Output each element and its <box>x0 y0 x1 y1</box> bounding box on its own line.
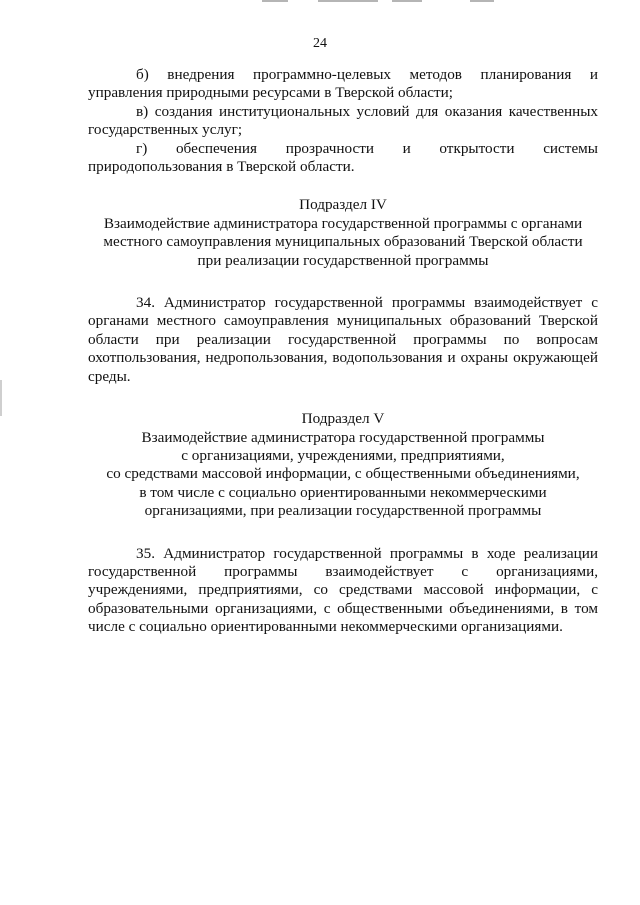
list-item-b: б) внедрения программно-целевых методов планирования и управления природными ресурсами в Тверской области; <box>88 66 598 102</box>
scan-artifact-top <box>0 0 640 6</box>
subsection-4-title-line: при реализации государственной программы <box>197 251 489 269</box>
subsection-5-label: Подраздел V <box>301 410 385 428</box>
list-item-v: в) создания институциональных условий для оказания качественных государственных услуг; <box>88 102 598 139</box>
subsection-5-heading <box>88 410 598 520</box>
subsection-5-title-line: Взаимодействие администратора государственной программы <box>141 428 545 446</box>
page-number: 24 <box>313 36 327 51</box>
subsection-4-title-line: Взаимодействие администратора государственной программы с органами <box>103 214 583 232</box>
subsection-4-label: Подраздел IV <box>299 196 387 214</box>
subsection-4-title-line: местного самоуправления муниципальных образований Тверской области <box>103 233 583 251</box>
scan-artifact-left-edge <box>0 380 2 416</box>
subsection-5-title-line: с организациями, учреждениями, предприятиями, <box>181 446 505 464</box>
document-body <box>88 66 598 637</box>
paragraph-35: 35. Администратор государственной программы в ходе реализации государственной программы взаимодействует с организациями, учреждениями, предприятиями, со средствами массовой информации, с образовательными организациями, с общественными объединениями, в том числе с социально ориентированными некоммерческими организациями. <box>88 544 598 636</box>
subsection-5-title-line: в том числе с социально ориентированными некоммерческими <box>139 483 547 501</box>
subsection-5-title-line: организациями, при реализации государственной программы <box>144 502 542 520</box>
subsection-5-title-line: со средствами массовой информации, с общественными объединениями, <box>106 465 580 483</box>
subsection-4-heading <box>88 196 598 270</box>
list-item-g: г) обеспечения прозрачности и открытости системы природопользования в Тверской области. <box>88 139 598 176</box>
paragraph-34: 34. Администратор государственной программы взаимодействует с органами местного самоуправления муниципальных образований Тверской области при реализации государственной программы по вопросам охотпользования, недропользования, водопользования и охраны окружающей среды. <box>88 294 598 385</box>
